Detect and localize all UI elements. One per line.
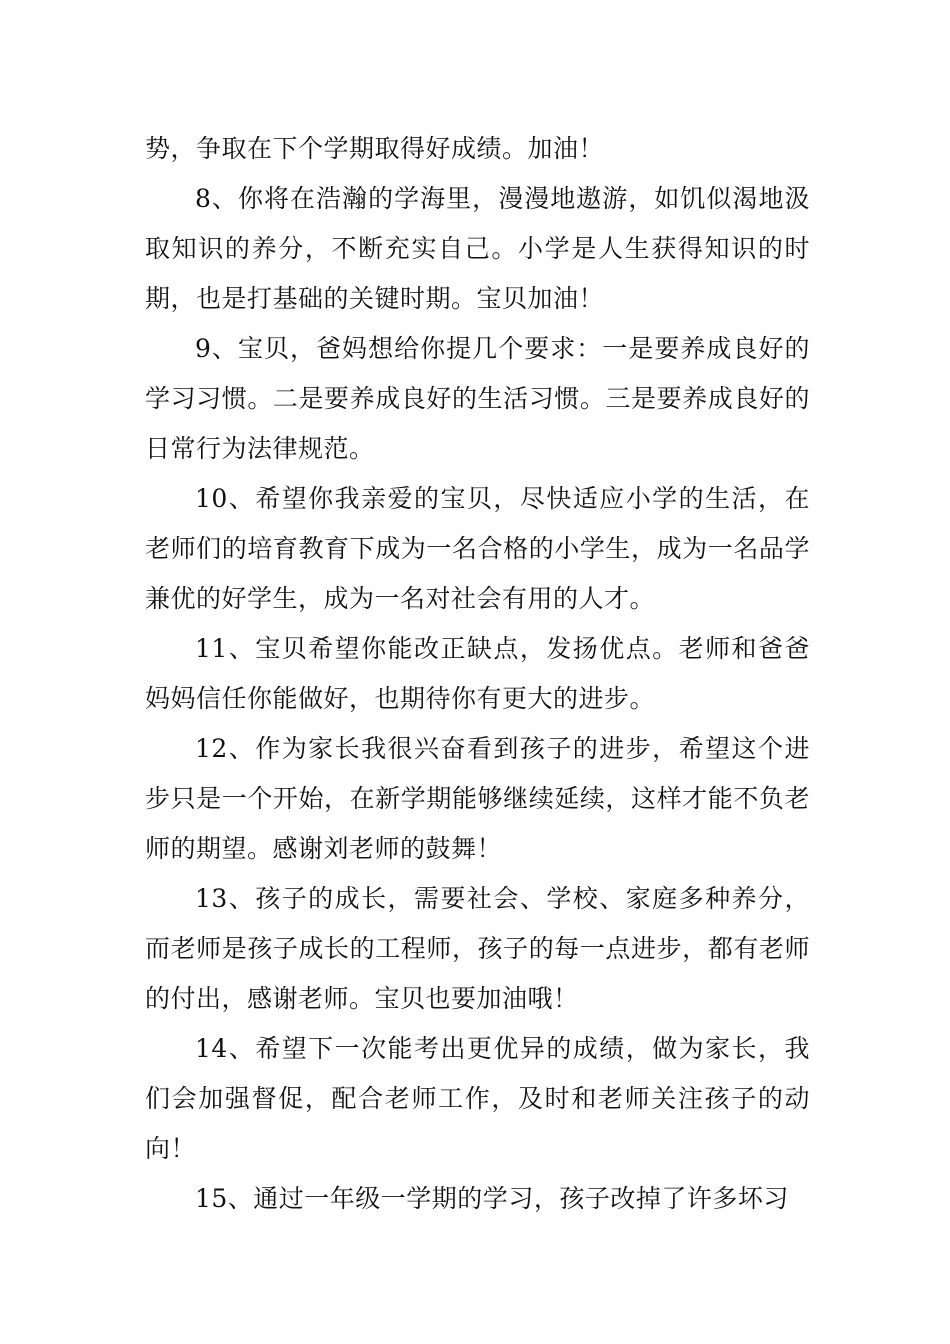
document-body	[145, 124, 810, 1224]
paragraph-item-11: 11、宝贝希望你能改正缺点，发扬优点。老师和爸爸妈妈信任你能做好，也期待你有更大的进步。	[145, 634, 810, 713]
paragraph-continuation: 势，争取在下个学期取得好成绩。加油！	[145, 134, 605, 163]
paragraph-item-12: 12、作为家长我很兴奋看到孩子的进步，希望这个进步只是一个开始，在新学期能够继续延续，这样才能不负老师的期望。感谢刘老师的鼓舞！	[145, 734, 810, 863]
paragraph-item-15: 15、通过一年级一学期的学习，孩子改掉了许多坏习	[195, 1184, 789, 1213]
paragraph-item-14: 14、希望下一次能考出更优异的成绩，做为家长，我们会加强督促，配合老师工作，及时和老师关注孩子的动向！	[145, 1034, 810, 1163]
paragraph-item-13: 13、孩子的成长，需要社会、学校、家庭多种养分，而老师是孩子成长的工程师，孩子的每一点进步，都有老师的付出，感谢老师。宝贝也要加油哦！	[145, 884, 810, 1013]
paragraph-item-9: 9、宝贝，爸妈想给你提几个要求：一是要养成良好的学习习惯。二是要养成良好的生活习惯。三是要养成良好的日常行为法律规范。	[145, 334, 810, 463]
paragraph-item-10: 10、希望你我亲爱的宝贝，尽快适应小学的生活，在老师们的培育教育下成为一名合格的小学生，成为一名品学兼优的好学生，成为一名对社会有用的人才。	[145, 484, 810, 613]
paragraph-item-8: 8、你将在浩瀚的学海里，漫漫地遨游，如饥似渴地汲取知识的养分，不断充实自己。小学是人生获得知识的时期，也是打基础的关键时期。宝贝加油！	[145, 184, 810, 313]
